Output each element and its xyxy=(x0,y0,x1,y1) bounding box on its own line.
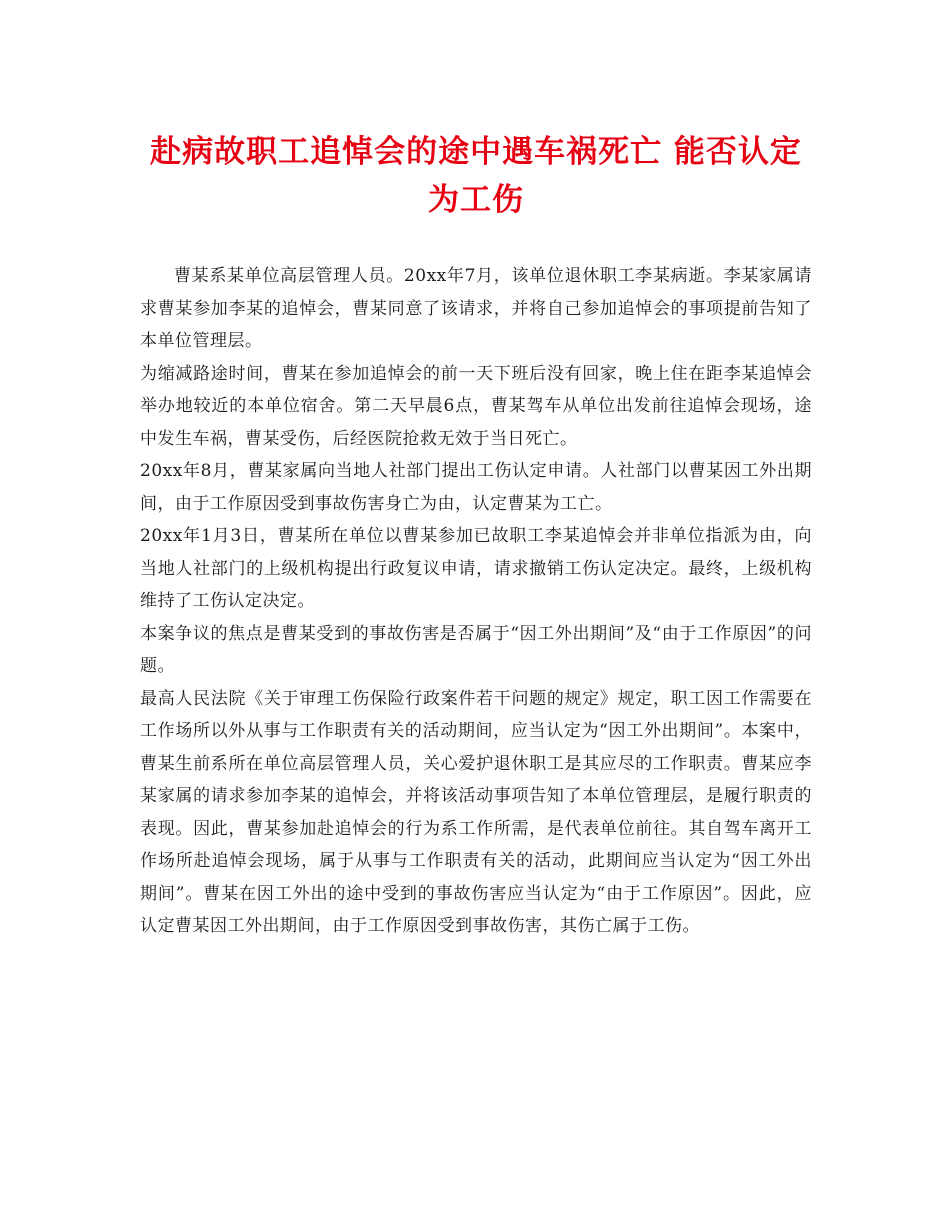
paragraph-review: 20xx年1月3日，曹某所在单位以曹某参加已故职工李某追悼会并非单位指派为由，向当地人社部门的上级机构提出行政复议申请，请求撤销工伤认定决定。最终，上级机构维持了工伤认定决定。 xyxy=(140,526,812,611)
document-body xyxy=(140,260,812,943)
paragraph-dispute-focus: 本案争议的焦点是曹某受到的事故伤害是否属于“因工外出期间”及“由于工作原因”的问题。 xyxy=(140,623,812,676)
paragraph-analysis: 最高人民法院《关于审理工伤保险行政案件若干问题的规定》规定，职工因工作需要在工作场所以外从事与工作职责有关的活动期间，应当认定为“因工外出期间”。本案中，曹某生前系所在单位高层管理人员，关心爱护退休职工是其应尽的工作职责。曹某应李某家属的请求参加李某的追悼会，并将该活动事项告知了本单位管理层，是履行职责的表现。因此，曹某参加赴追悼会的行为系工作所需，是代表单位前往。其自驾车离开工作场所赴追悼会现场，属于从事与工作职责有关的活动，此期间应当认定为“因工外出期间”。曹某在因工外出的途中受到的事故伤害应当认定为“由于工作原因”。因此，应认定曹某因工外出期间，由于工作原因受到事故伤害，其伤亡属于工伤。 xyxy=(140,688,812,936)
paragraph-case-intro: 曹某系某单位高层管理人员。20xx年7月，该单位退休职工李某病逝。李某家属请求曹某参加李某的追悼会，曹某同意了该请求，并将自己参加追悼会的事项提前告知了本单位管理层。 xyxy=(140,266,812,351)
document-title: 赴病故职工追悼会的途中遇车祸死亡 能否认定为工伤 xyxy=(150,134,802,218)
paragraph-injury-claim: 20xx年8月，曹某家属向当地人社部门提出工伤认定申请。人社部门以曹某因工外出期间，由于工作原因受到事故伤害身亡为由，认定曹某为工亡。 xyxy=(140,461,812,514)
paragraph-accident: 为缩减路途时间，曹某在参加追悼会的前一天下班后没有回家，晚上住在距李某追悼会举办地较近的本单位宿舍。第二天早晨6点，曹某驾车从单位出发前往追悼会现场，途中发生车祸，曹某受伤，后经医院抢救无效于当日死亡。 xyxy=(140,363,812,449)
document-page xyxy=(140,128,812,943)
